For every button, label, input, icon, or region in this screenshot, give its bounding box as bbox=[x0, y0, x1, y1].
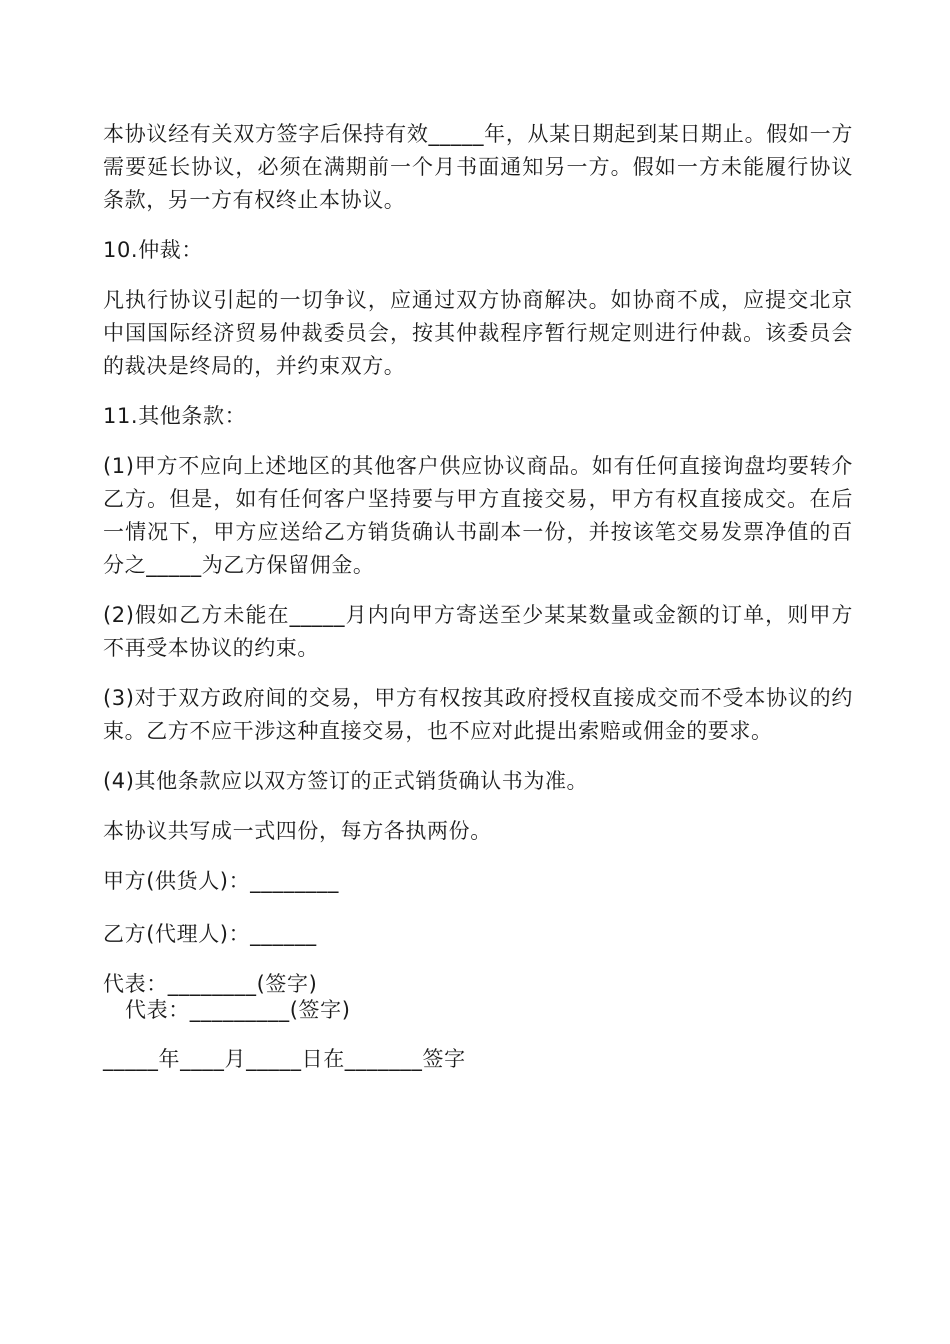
arbitration-paragraph: 凡执行协议引起的一切争议，应通过双方协商解决。如协商不成，应提交北京中国国际经济贸易仲裁委员会，按其仲裁程序暂行规定则进行仲裁。该委员会的裁决是终局的，并约束双方。 bbox=[103, 288, 853, 378]
representative-b-signature-line: 代表：_________(签字) bbox=[125, 998, 351, 1022]
party-b-signature-line: 乙方(代理人)：______ bbox=[103, 922, 317, 946]
representative-a-signature-line: 代表：________(签字) bbox=[103, 972, 318, 996]
clause-1-paragraph: (1)甲方不应向上述地区的其他客户供应协议商品。如有任何直接询盘均要转介乙方。但是，如有任何客户坚持要与甲方直接交易，甲方有权直接成交。在后一情况下，甲方应送给乙方销货确认书副本一份，并按该笔交易发票净值的百分之_____为乙方保留佣金。 bbox=[103, 454, 853, 577]
clause-2-paragraph: (2)假如乙方未能在_____月内向甲方寄送至少某某数量或金额的订单，则甲方不再受本协议的约束。 bbox=[103, 603, 853, 660]
clause-4-paragraph: (4)其他条款应以双方签订的正式销货确认书为准。 bbox=[103, 769, 589, 793]
validity-paragraph: 本协议经有关双方签字后保持有效_____年，从某日期起到某日期止。假如一方需要延长协议，必须在满期前一个月书面通知另一方。假如一方未能履行协议条款，另一方有权终止本协议。 bbox=[103, 122, 853, 212]
copies-paragraph: 本协议共写成一式四份，每方各执两份。 bbox=[103, 819, 492, 843]
document-page bbox=[103, 118, 853, 1076]
clause-3-paragraph: (3)对于双方政府间的交易，甲方有权按其政府授权直接成交而不受本协议的约束。乙方不应干涉这种直接交易，也不应对此提出索赔或佣金的要求。 bbox=[103, 686, 853, 743]
arbitration-heading: 10.仲裁： bbox=[103, 238, 203, 262]
other-terms-heading: 11.其他条款： bbox=[103, 404, 247, 428]
date-signature-line: _____年____月_____日在_______签字 bbox=[103, 1047, 466, 1071]
party-a-signature-line: 甲方(供货人)：________ bbox=[103, 869, 339, 893]
